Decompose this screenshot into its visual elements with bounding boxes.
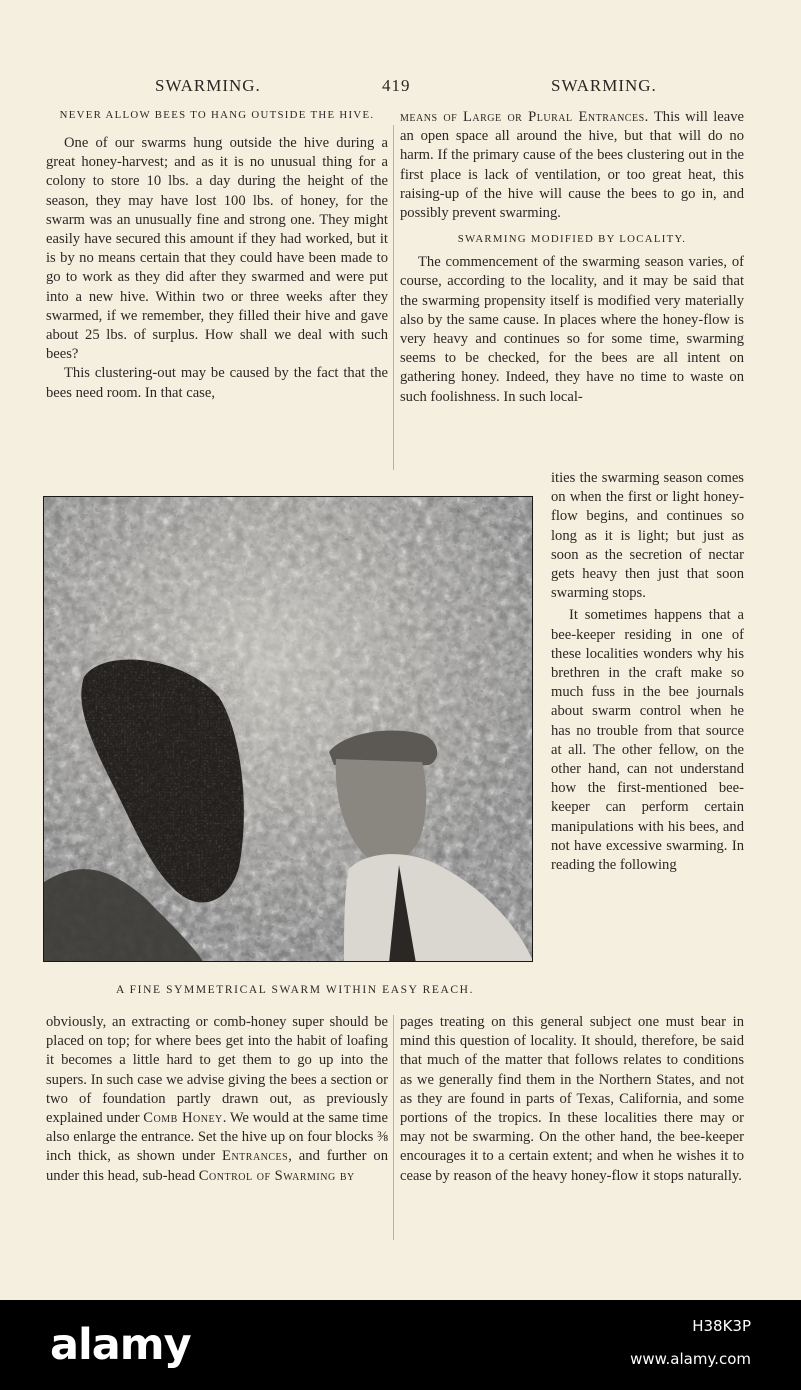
cross-reference-control-of-swarming: Control of Swarming by xyxy=(198,1167,355,1184)
paragraph: One of our swarms hung outside the hive during a great honey-harvest; and as it is no unusual thing for a colony to store 10 lbs. a day during the height of the season, they may have lost 100 lbs. of honey, for the swarm was an unusually fine and strong one. They might easily have secured this amount if they had worked, but it is by no means certain that they could have been made to go to work as they did after they swarmed and were put into a new hive. Within two or three weeks after they swarmed, if we remember, they filled their hive and gave about 25 lbs. of surplus. How shall we deal with such bees? xyxy=(46,135,388,363)
stock-brand-logo: alamy xyxy=(50,1320,191,1370)
paragraph: This clustering-out may be caused by the fact that the bees need room. In that case, xyxy=(46,365,388,401)
cross-reference: means of Large or Plural Entrances. xyxy=(400,109,649,125)
running-head xyxy=(0,76,801,98)
column-rule-top xyxy=(393,125,394,470)
paragraph: The commencement of the swarming season varies, of course, according to the locality, and it may be said that the swarming propensity itself is modified very materially also by the same cause. In places where the honey-flow is very heavy and continues so for some time, swarming seems to be checked, for the bees are all intent on gathering honey. Indeed, they have no time to waste on such foolishness. In such local- xyxy=(400,254,744,405)
paragraph-text: , and further on under this head, sub-head xyxy=(46,1148,388,1184)
figure-caption: A FINE SYMMETRICAL SWARM WITHIN EASY REACH. xyxy=(115,984,475,996)
paragraph: pages treating on this general subject one must bear in mind this question of locality. It should, therefore, be said that much of the matter that follows relates to conditions as we generally find them in the Northern States, and not as they are found in parts of Texas, California, and some portions of the tropics. In these localities there may or may not be swarming. On the other hand, the bee-keeper encourages it to a certain extent; and when he wishes it to cease by reason of the heavy honey-flow it stops naturally. xyxy=(400,1014,744,1184)
paragraph xyxy=(400,108,744,223)
section-heading-hang-outside: NEVER ALLOW BEES TO HANG OUTSIDE THE HIVE. xyxy=(59,109,375,121)
right-column-bottom xyxy=(400,1013,744,1186)
paragraph: It sometimes happens that a bee-keeper residing in one of these localities wonders why his brethren in the craft make so much fuss in the bee journals about swarm control when he has no trouble from that source at all. The other fellow, on the other hand, can not understand how the first-mentioned bee-keeper can perform certain manipulations with his bees, and not have excessive swarming. In reading the following xyxy=(551,607,744,874)
page-number: 419 xyxy=(382,76,411,95)
stock-image-id: H38K3P xyxy=(692,1317,751,1335)
paragraph-text: . We would at the same time also enlarge the entrance. Set the hive up on four blocks ⅜ inch thick, as shown under xyxy=(46,1110,388,1165)
stock-site-url: www.alamy.com xyxy=(630,1350,751,1368)
right-column-beside-figure xyxy=(551,469,744,875)
photograph-image xyxy=(44,497,533,962)
running-head-right: SWARMING. xyxy=(551,76,657,95)
right-column-top xyxy=(400,108,744,407)
cross-reference-comb-honey: Comb Honey xyxy=(143,1110,223,1127)
running-head-left: SWARMING. xyxy=(155,76,261,95)
left-column-bottom xyxy=(46,1013,388,1186)
column-rule-bottom xyxy=(393,1015,394,1240)
left-column-top xyxy=(46,108,388,403)
section-heading-locality: SWARMING MODIFIED BY LOCALITY. xyxy=(457,233,687,246)
swarm-photograph xyxy=(43,496,533,962)
paragraph-text: This will leave an open space all around the hive, but that will do no harm. If the primary cause of the bees clustering out in the first place is lack of ventilation, or too great heat, this raising-up of the hive will cause the bees to go in, and possibly prevent swarming. xyxy=(400,109,744,222)
paragraph xyxy=(46,1013,388,1186)
cross-reference-entrances: Entrances xyxy=(222,1148,289,1165)
paragraph: ities the swarming season comes on when the first or light honey-flow begins, and continues so long as it is light; but just as soon as the secretion of nectar gets heavy then just that soon swarming stops. xyxy=(551,470,744,602)
paragraph-text: obviously, an extracting or comb-honey super should be placed on top; for where bees get into the habit of loafing it becomes a little hard to get them to go up into the supers. In such case we advise giving the bees a section or two of foundation partly drawn out, as previously explained under xyxy=(46,1014,388,1127)
